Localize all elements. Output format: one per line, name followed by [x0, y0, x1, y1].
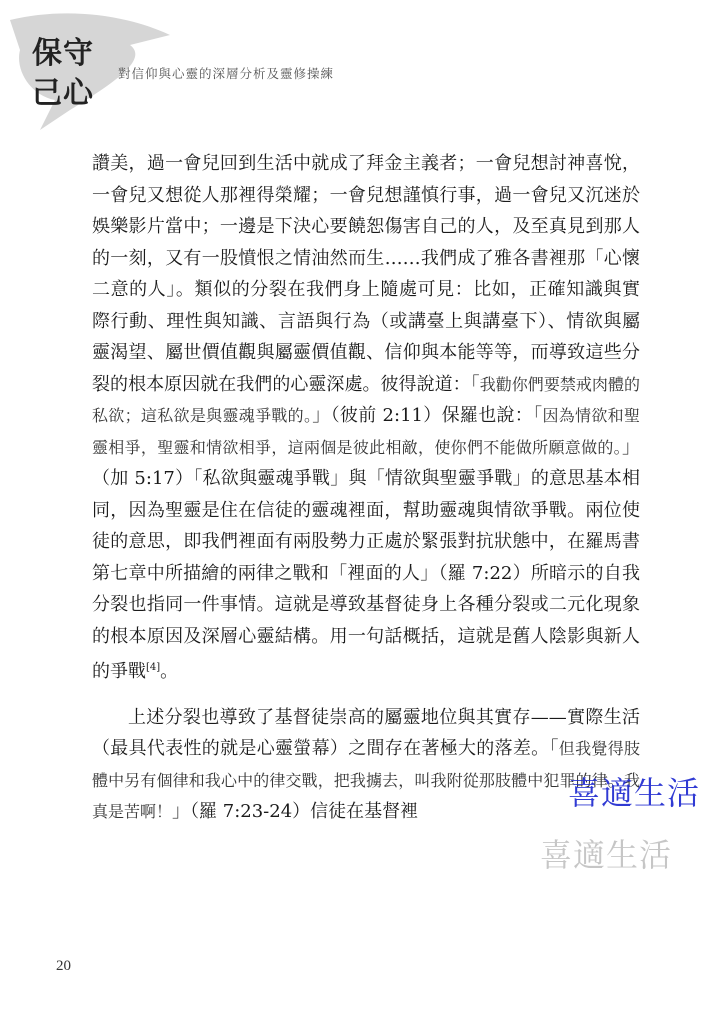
page-number: 20 [56, 958, 71, 974]
paragraph-2 [92, 702, 640, 828]
text-segment: 讚美，過一會兒回到生活中就成了拜金主義者；一會兒想討神喜悅，一會兒又想從人那裡得榮耀；一會兒想謹慎行事，過一會兒又沉迷於娛樂影片當中；一邊是下決心要饒恕傷害自己的人，及至真見到那人的一刻，又有一股憤恨之情油然而生……我們成了雅各書裡那「心懷二意的人」。類似的分裂在我們身上隨處可見：比如，正確知識與實際行動、理性與知識、言語與行為（或講臺上與講臺下）、情欲與屬靈渴望、屬世價值觀與屬靈價值觀、信仰與本能等等，而導致這些分裂的根本原因就在我們的心靈深處。彼得說道：「 [92, 153, 640, 395]
text-segment: 」（羅 7:23-24）信徒在基督裡 [172, 801, 419, 822]
watermark-gray: 喜適生活 [540, 836, 673, 874]
text-segment: 上述分裂也導致了基督徒崇高的屬靈地位與其實存——實際生活（最具代表性的就是心靈螢幕）之間存在著極大的落差。「 [92, 706, 640, 759]
text-segment: 。 [160, 661, 179, 682]
scripture-quote: 因為情欲和聖靈相爭，聖靈和情欲相爭，這兩個是彼此相敵，使你們不能做所願意做的。 [92, 406, 640, 457]
paragraph-1 [92, 148, 640, 688]
scripture-quote: 但我覺得肢體中另有個律和我心中的律交戰，把我擄去，叫我附從那肢體中犯罪的律。我真是苦啊！ [92, 739, 640, 821]
book-title-line1: 保守 [32, 36, 94, 71]
text-segment: 」（彼前 2:11）保羅也說：「 [312, 405, 543, 426]
watermark-blue: 喜適生活 [568, 774, 701, 812]
text-segment: 」（加 5:17）「私欲與靈魂爭戰」與「情欲與聖靈爭戰」的意思基本相同，因為聖靈是住在信徒的靈魂裡面，幫助靈魂與情欲爭戰。兩位使徒的意思，即我們裡面有兩股勢力正處於緊張對抗狀態中，在羅馬書第七章中所描繪的兩律之戰和「裡面的人」（羅 7:22）所暗示的自我分裂也指同一件事情。這就是導致基督徒身上各種分裂或二元化現象的根本原因及深層心靈結構。用一句話概括，這就是舊人陰影與新人的爭戰 [92, 436, 640, 682]
scripture-quote: 我勸你們要禁戒肉體的私欲；這私欲是與靈魂爭戰的。 [92, 374, 640, 425]
book-title-line2: 己心 [32, 76, 94, 111]
main-text [92, 148, 640, 828]
page-header [0, 0, 724, 150]
footnote-ref: [4] [146, 662, 161, 673]
book-subtitle: 對信仰與心靈的深層分析及靈修操練 [118, 66, 335, 81]
